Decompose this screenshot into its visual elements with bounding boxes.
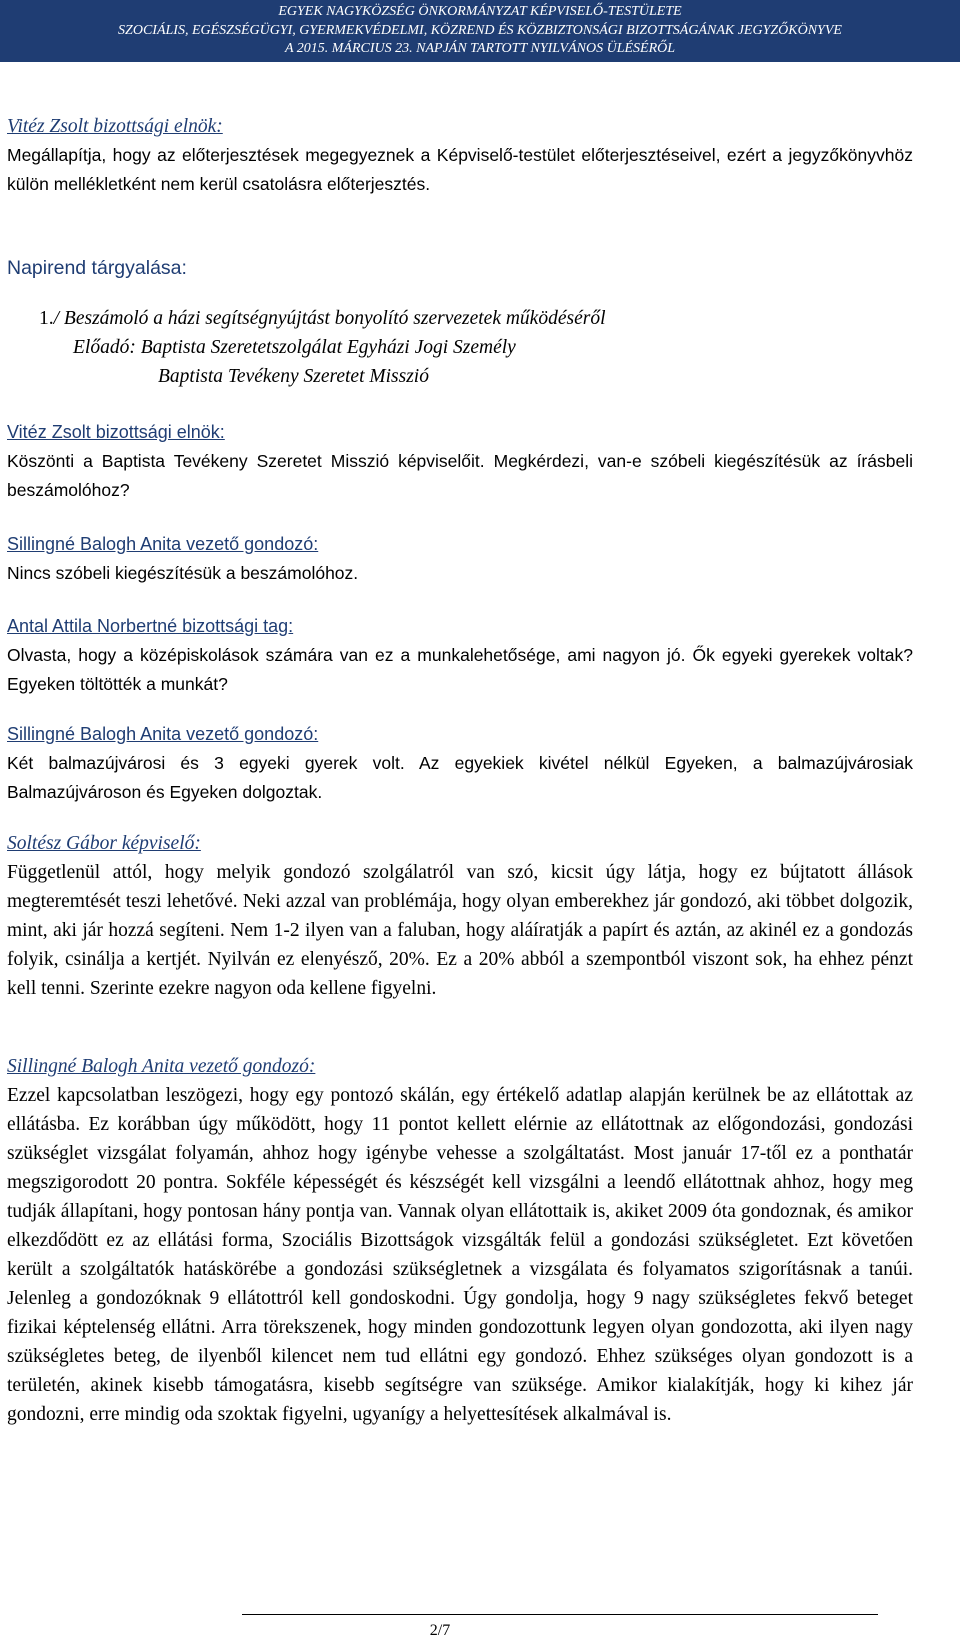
speaker-label: Antal Attila Norbertné bizottsági tag: (7, 616, 294, 636)
speech-entry (7, 720, 913, 807)
header-line-3: A 2015. MÁRCIUS 23. NAPJÁN TARTOTT NYILVÁNOS ÜLÉSÉRŐL (284, 41, 676, 56)
speech-entry (7, 418, 913, 505)
speaker-label: Sillingné Balogh Anita vezető gondozó: (7, 1056, 316, 1077)
header-line-1: EGYEK NAGYKÖZSÉG ÖNKORMÁNYZAT KÉPVISELŐ-TESTÜLETE (278, 4, 682, 19)
agenda-item-title-text: / Beszámoló a házi segítségnyújtást bonyolító szervezetek működéséről (53, 308, 606, 329)
page-number: 2/7 (429, 1622, 451, 1639)
speech-text: Köszönti a Baptista Tevékeny Szeretet Misszió képviselőit. Megkérdezi, van-e szóbeli kiegészítésük az írásbeli beszámolóhoz? (7, 451, 913, 500)
speech-text: Megállapítja, hogy az előterjesztések megegyeznek a Képviselő-testület előterjesztéseivel, ezért a jegyzőkönyvhöz külön mellékletként nem kerül csatolásra előterjesztés. (7, 145, 913, 194)
agenda-presenter-line-1: Előadó: Baptista Szeretetszolgálat Egyházi Jogi Személy (73, 337, 516, 358)
speech-text: Két balmazújvárosi és 3 egyeki gyerek volt. Az egyekiek kivétel nélkül Egyeken, a balmazújvárosiak Balmazújvároson és Egyeken dolgoztak. (7, 753, 913, 802)
document-header (0, 0, 960, 62)
speaker-label: Vitéz Zsolt bizottsági elnök: (7, 116, 223, 137)
speaker-label: Sillingné Balogh Anita vezető gondozó: (7, 724, 319, 744)
agenda-item-title (39, 304, 606, 333)
speech-text: Olvasta, hogy a középiskolások számára van ez a munkalehetősége, ami nagyon jó. Ők egyeki gyerekek voltak? Egyeken töltötték a munkát? (7, 645, 913, 694)
speaker-label: Vitéz Zsolt bizottsági elnök: (7, 422, 225, 442)
agenda-presenter-line-2: Baptista Tevékeny Szeretet Misszió (158, 366, 429, 387)
speech-entry (7, 1052, 913, 1429)
speaker-label: Sillingné Balogh Anita vezető gondozó: (7, 534, 319, 554)
agenda-item-number: 1. (39, 308, 54, 329)
footer-rule (242, 1614, 878, 1615)
speech-text: Nincs szóbeli kiegészítésük a beszámolóhoz. (7, 563, 359, 583)
speech-entry (7, 530, 913, 588)
agenda-section (7, 254, 913, 394)
header-line-2: SZOCIÁLIS, EGÉSZSÉGÜGYI, GYERMEKVÉDELMI, KÖZREND ÉS KÖZBIZTONSÁGI BIZOTTSÁGÁNAK JEGYZŐKÖNYVE (118, 23, 842, 38)
speech-text: Ezzel kapcsolatban leszögezi, hogy egy pontozó skálán, egy értékelő adatlap alapján kerülnek be az ellátottak az ellátásba. Ez korábban úgy működött, hogy 11 pontot kellett elérnie az ellátottnak az előgondozási, gondozási szükséglet vizsgálat folyamán, ahhoz hogy igénybe vehesse a szolgáltatást. Most január 17-től ez a ponthatár megszigorodott 20 pontra. Sokféle képességét és készségét kell vizsgálni a leendő ellátottnak ahhoz, hogy meg tudják állapítani, hogy pontosan hány pontja van. Vannak olyan ellátottaik is, akiket 2009 óta gondoznak, és amikor elkezdődött ez az ellátási forma, Szociális Bizottságok vizsgálták felül a gondozási szükségletet. Ezt követően került a szolgáltatók hatáskörébe a gondozási szükségletnek a vizsgálata és folyamatos szigorításnak a tanúi. Jelenleg a gondozóknak 9 ellátottról kell gondoskodni. Úgy gondolja, hogy 9 nagy szükségletes fekvő beteget fizikai képtelenség ellátni. Arra törekszenek, hogy minden gondozottunk legyen olyan gondozotta, aki ilyen nagy szükségletes beteg, de ilyenből kilencet nem tud ellátni egy gondozó. Ehhez szükséges olyan gondozott is a területén, akinek kisebb támogatásra, kisebb segítségre van szüksége. Amikor kialakítják, hogy ki kihez jár gondozni, erre mindig oda szoktak figyelni, ugyanígy a helyettesítések alkalmával is. (7, 1085, 913, 1425)
intro-section (7, 112, 913, 199)
speech-text: Függetlenül attól, hogy melyik gondozó szolgálatról van szó, kicsit úgy látja, hogy ez bújtatott állások megteremtését teszi lehetővé. Neki azzal van problémája, hogy olyan emberekhez jár gondozó, aki többet dolgozik, mint, aki jár hozzá segíteni. Nem 1-2 ilyen van a faluban, hogy aláíratják a papírt és aztán, az akinél ez a gondozás folyik, csinálja a kertjét. Nyilván ez elenyésző, 20%. Ez a 20% abból a szempontból viszont sok, ha ehhez pénzt kell tenni. Szerinte ezekre nagyon oda kellene figyelni. (7, 862, 913, 999)
agenda-heading: Napirend tárgyalása: (7, 257, 187, 279)
speaker-label: Soltész Gábor képviselő: (7, 833, 201, 854)
speech-entry (7, 612, 913, 699)
speech-entry (7, 829, 913, 1003)
